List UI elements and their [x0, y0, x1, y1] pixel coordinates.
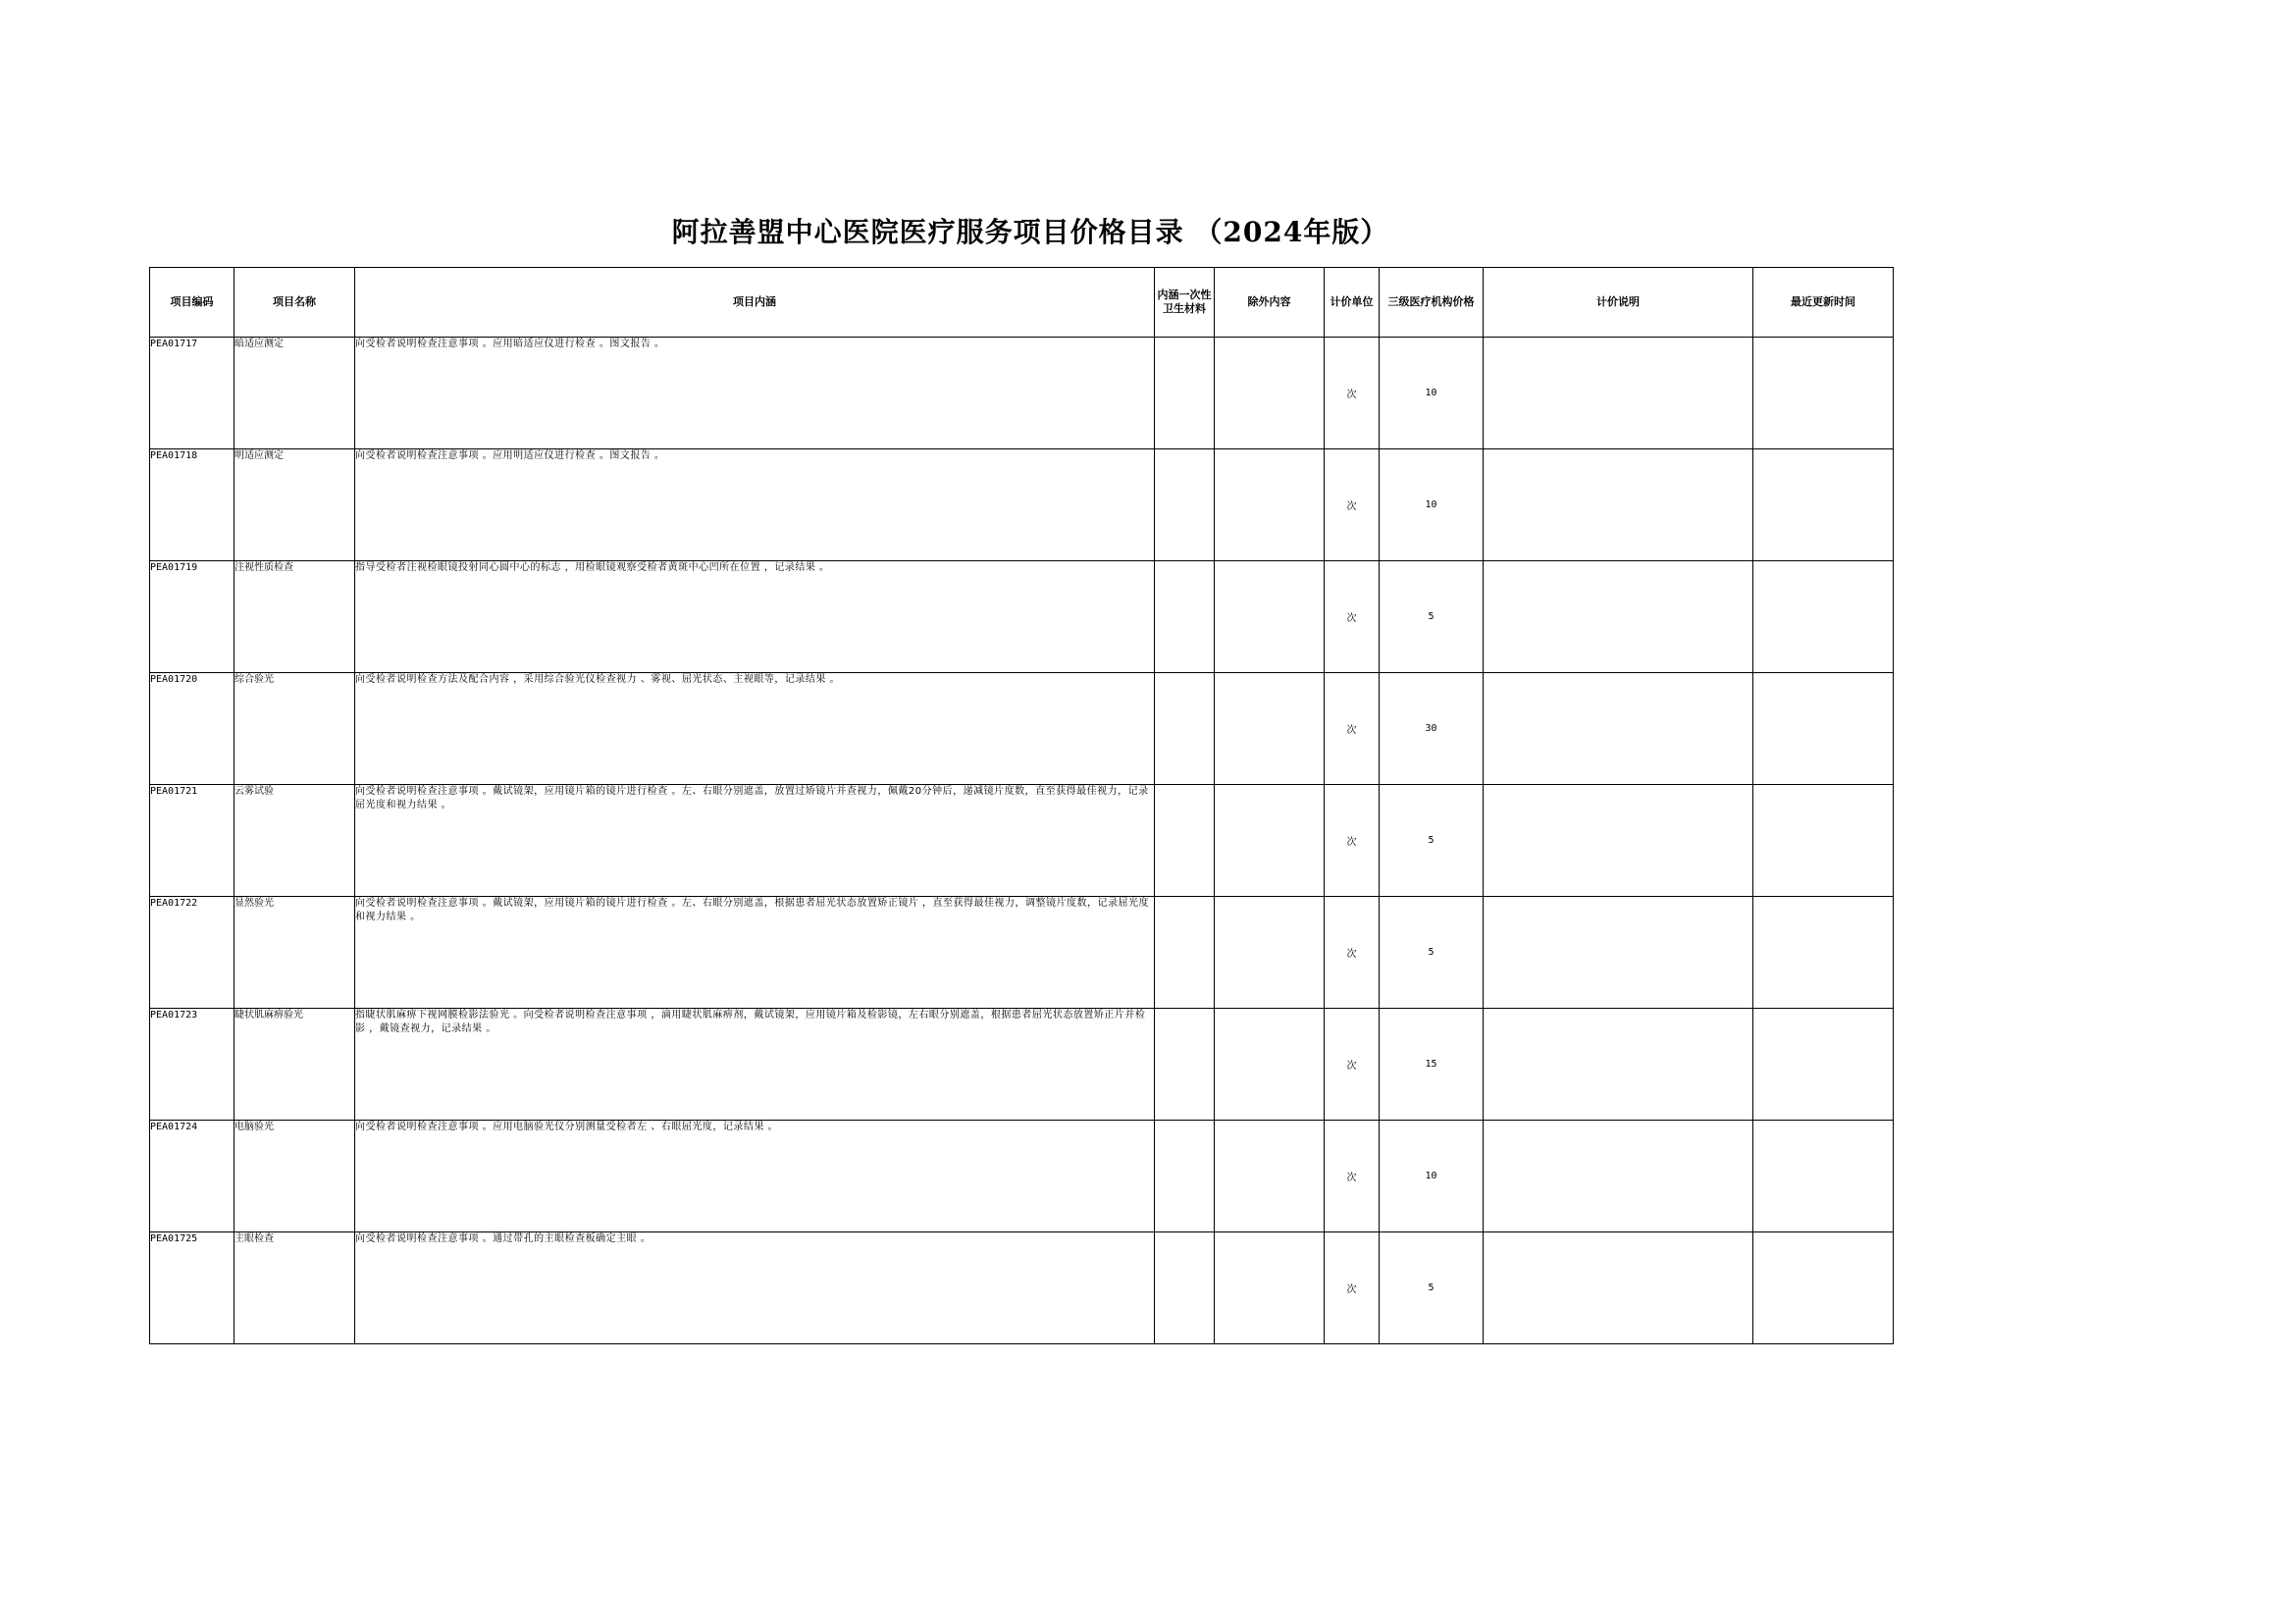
table-body — [150, 338, 1894, 1344]
cell-content: 向受检者说明检查方法及配合内容 ，采用综合验光仪检查视力 、雾视、屈光状态、主视眼等，记录结果 。 — [355, 673, 1155, 785]
table-row — [150, 785, 1894, 897]
cell-excluded — [1215, 785, 1325, 897]
header-excluded: 除外内容 — [1215, 268, 1325, 338]
cell-updated — [1753, 897, 1894, 1009]
cell-unit: 次 — [1325, 338, 1380, 449]
cell-note — [1484, 897, 1753, 1009]
header-content: 项目内涵 — [355, 268, 1155, 338]
cell-excluded — [1215, 1232, 1325, 1344]
cell-unit: 次 — [1325, 785, 1380, 897]
cell-content: 向受检者说明检查注意事项 。戴试镜架，应用镜片箱的镜片进行检查 。左、右眼分别遮盖，根据患者屈光状态放置矫正镜片 ，直至获得最佳视力，调整镜片度数，记录屈光度和视力结果 。 — [355, 897, 1155, 1009]
cell-excluded — [1215, 673, 1325, 785]
cell-unit: 次 — [1325, 897, 1380, 1009]
header-consumables: 内涵一次性卫生材料 — [1155, 268, 1215, 338]
cell-content: 指睫状肌麻痹下视网膜检影法验光 。向受检者说明检查注意事项 ，滴用睫状肌麻痹剂，戴试镜架，应用镜片箱及检影镜，左右眼分别遮盖，根据患者屈光状态放置矫正片并检影 ，戴镜查视力，记录结果 。 — [355, 1009, 1155, 1121]
cell-consumables — [1155, 673, 1215, 785]
cell-name: 主眼检查 — [235, 1232, 355, 1344]
cell-note — [1484, 449, 1753, 561]
cell-name: 暗适应测定 — [235, 338, 355, 449]
cell-excluded — [1215, 338, 1325, 449]
cell-code: PEA01720 — [150, 673, 235, 785]
cell-price: 10 — [1380, 1121, 1484, 1232]
cell-note — [1484, 785, 1753, 897]
cell-price: 5 — [1380, 1232, 1484, 1344]
cell-content: 指导受检者注视检眼镜投射同心圆中心的标志 ，用检眼镜观察受检者黄斑中心凹所在位置 ，记录结果 。 — [355, 561, 1155, 673]
cell-unit: 次 — [1325, 1009, 1380, 1121]
document-title: 阿拉善盟中心医院医疗服务项目价格目录 （2024年版） — [671, 216, 1389, 248]
cell-code: PEA01721 — [150, 785, 235, 897]
cell-code: PEA01724 — [150, 1121, 235, 1232]
cell-code: PEA01725 — [150, 1232, 235, 1344]
cell-consumables — [1155, 1009, 1215, 1121]
cell-price: 5 — [1380, 785, 1484, 897]
cell-unit: 次 — [1325, 1121, 1380, 1232]
cell-note — [1484, 673, 1753, 785]
cell-code: PEA01722 — [150, 897, 235, 1009]
cell-note — [1484, 561, 1753, 673]
cell-name: 显然验光 — [235, 897, 355, 1009]
cell-code: PEA01723 — [150, 1009, 235, 1121]
cell-excluded — [1215, 1009, 1325, 1121]
cell-updated — [1753, 561, 1894, 673]
cell-consumables — [1155, 338, 1215, 449]
cell-note — [1484, 1232, 1753, 1344]
cell-name: 综合验光 — [235, 673, 355, 785]
cell-consumables — [1155, 785, 1215, 897]
cell-name: 注视性质检查 — [235, 561, 355, 673]
header-name: 项目名称 — [235, 268, 355, 338]
cell-code: PEA01719 — [150, 561, 235, 673]
cell-excluded — [1215, 449, 1325, 561]
cell-updated — [1753, 1009, 1894, 1121]
cell-name: 电脑验光 — [235, 1121, 355, 1232]
price-table — [149, 267, 1894, 1344]
cell-code: PEA01717 — [150, 338, 235, 449]
cell-consumables — [1155, 1121, 1215, 1232]
cell-unit: 次 — [1325, 1232, 1380, 1344]
table-row — [150, 561, 1894, 673]
header-updated: 最近更新时间 — [1753, 268, 1894, 338]
cell-note — [1484, 1121, 1753, 1232]
cell-unit: 次 — [1325, 561, 1380, 673]
cell-price: 15 — [1380, 1009, 1484, 1121]
cell-updated — [1753, 673, 1894, 785]
table-row — [150, 673, 1894, 785]
cell-updated — [1753, 338, 1894, 449]
cell-name: 睫状肌麻痹验光 — [235, 1009, 355, 1121]
cell-unit: 次 — [1325, 673, 1380, 785]
cell-price: 5 — [1380, 561, 1484, 673]
cell-content: 向受检者说明检查注意事项 。应用明适应仪进行检查 。图文报告 。 — [355, 449, 1155, 561]
cell-updated — [1753, 1232, 1894, 1344]
cell-consumables — [1155, 1232, 1215, 1344]
header-note: 计价说明 — [1484, 268, 1753, 338]
cell-consumables — [1155, 897, 1215, 1009]
cell-content: 向受检者说明检查注意事项 。应用电脑验光仪分别测量受检者左 、右眼屈光度，记录结果 。 — [355, 1121, 1155, 1232]
header-price: 三级医疗机构价格 — [1380, 268, 1484, 338]
cell-content: 向受检者说明检查注意事项 。戴试镜架，应用镜片箱的镜片进行检查 。左、右眼分别遮盖，放置过矫镜片并查视力，佩戴20分钟后，递减镜片度数，直至获得最佳视力，记录屈光度和视力结果 。 — [355, 785, 1155, 897]
header-code: 项目编码 — [150, 268, 235, 338]
cell-updated — [1753, 449, 1894, 561]
cell-price: 30 — [1380, 673, 1484, 785]
cell-note — [1484, 338, 1753, 449]
table-row — [150, 1121, 1894, 1232]
table-header-row — [150, 268, 1894, 338]
table-row — [150, 1232, 1894, 1344]
cell-excluded — [1215, 897, 1325, 1009]
header-unit: 计价单位 — [1325, 268, 1380, 338]
cell-note — [1484, 1009, 1753, 1121]
cell-name: 明适应测定 — [235, 449, 355, 561]
table-row — [150, 449, 1894, 561]
table-row — [150, 1009, 1894, 1121]
cell-excluded — [1215, 1121, 1325, 1232]
cell-updated — [1753, 1121, 1894, 1232]
cell-price: 5 — [1380, 897, 1484, 1009]
cell-excluded — [1215, 561, 1325, 673]
table-row — [150, 897, 1894, 1009]
cell-price: 10 — [1380, 338, 1484, 449]
cell-consumables — [1155, 561, 1215, 673]
cell-content: 向受检者说明检查注意事项 。应用暗适应仪进行检查 。图文报告 。 — [355, 338, 1155, 449]
cell-unit: 次 — [1325, 449, 1380, 561]
cell-consumables — [1155, 449, 1215, 561]
cell-price: 10 — [1380, 449, 1484, 561]
cell-updated — [1753, 785, 1894, 897]
cell-code: PEA01718 — [150, 449, 235, 561]
cell-content: 向受检者说明检查注意事项 。通过带孔的主眼检查板确定主眼 。 — [355, 1232, 1155, 1344]
cell-name: 云雾试验 — [235, 785, 355, 897]
table-row — [150, 338, 1894, 449]
